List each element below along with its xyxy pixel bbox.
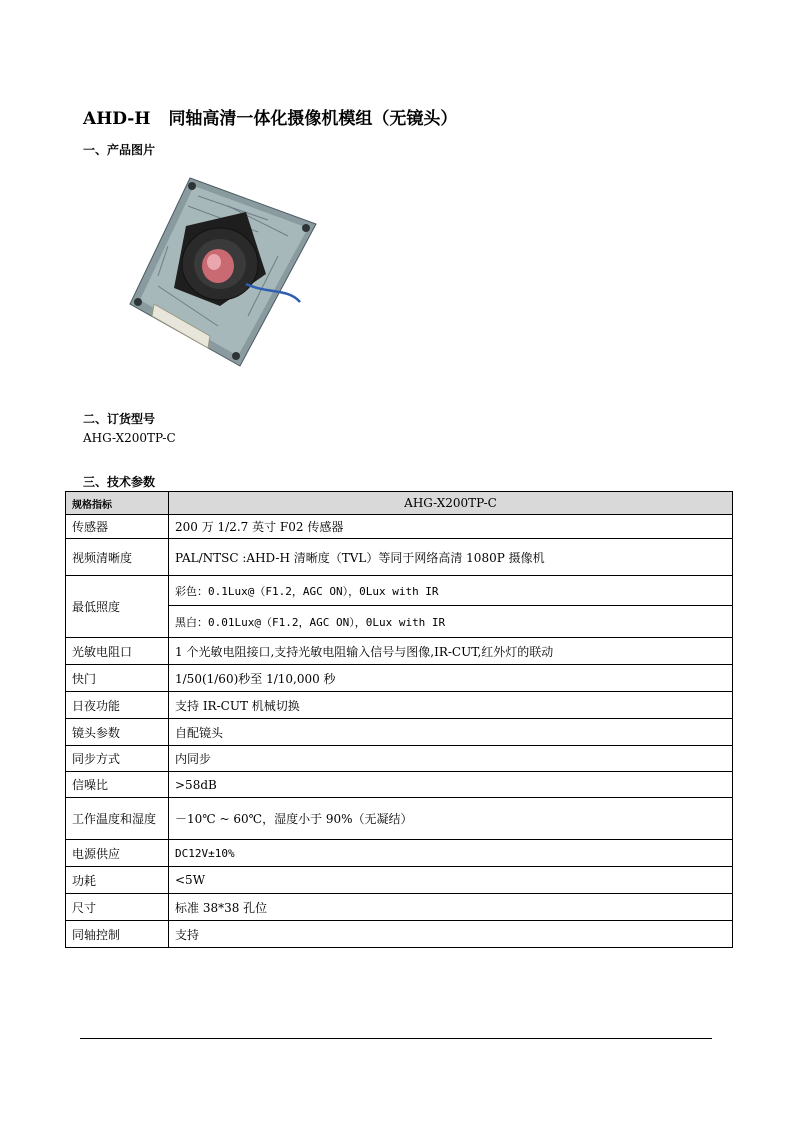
table-row — [66, 746, 733, 772]
table-row — [66, 638, 733, 665]
row-value: 支持 IR-CUT 机械切换 — [169, 692, 733, 719]
header-value: AHG-X200TP-C — [169, 492, 733, 515]
title-model: AHD-H — [83, 109, 151, 129]
row-key: 传感器 — [66, 515, 169, 539]
row-key: 信噪比 — [66, 772, 169, 798]
row-value: 标准 38*38 孔位 — [169, 894, 733, 921]
row-key: 同轴控制 — [66, 921, 169, 948]
row-key: 快门 — [66, 665, 169, 692]
row-value: DC12V±10% — [169, 840, 733, 867]
camera-module-photo — [128, 176, 318, 368]
table-row — [66, 692, 733, 719]
table-row — [66, 719, 733, 746]
row-value-secondary: 黑白：0.01Lux@（F1.2，AGC ON），0Lux with IR — [169, 606, 733, 638]
table-row — [66, 840, 733, 867]
header-key: 规格指标 — [66, 492, 169, 515]
row-value: 彩色：0.1Lux@（F1.2，AGC ON），0Lux with IR — [169, 576, 733, 606]
row-key: 工作温度和湿度 — [66, 798, 169, 840]
section-product-image-heading: 一、产品图片 — [83, 143, 156, 157]
table-row — [66, 515, 733, 539]
table-row — [66, 539, 733, 576]
row-value: 1/50(1/60)秒至 1/10,000 秒 — [169, 665, 733, 692]
row-key: 镜头参数 — [66, 719, 169, 746]
row-key: 尺寸 — [66, 894, 169, 921]
spec-table-header — [66, 492, 733, 515]
row-value: PAL/NTSC :AHD-H 清晰度（TVL）等同于网络高清 1080P 摄像机 — [169, 539, 733, 576]
row-key: 功耗 — [66, 867, 169, 894]
table-row — [66, 772, 733, 798]
spec-table — [65, 491, 733, 948]
order-model-number: AHG-X200TP-C — [83, 431, 176, 445]
row-key: 最低照度 — [66, 576, 169, 638]
row-key: 光敏电阻口 — [66, 638, 169, 665]
table-row — [66, 921, 733, 948]
document-title — [83, 104, 457, 129]
table-row — [66, 867, 733, 894]
row-value: 200 万 1/2.7 英寸 F02 传感器 — [169, 515, 733, 539]
row-value: >58dB — [169, 772, 733, 798]
title-text: 同轴高清一体化摄像机模组（无镜头） — [168, 109, 458, 129]
row-value: 内同步 — [169, 746, 733, 772]
row-value: －10℃ ~ 60℃，湿度小于 90%（无凝结） — [169, 798, 733, 840]
row-key: 电源供应 — [66, 840, 169, 867]
table-row — [66, 798, 733, 840]
row-value: 1 个光敏电阻接口,支持光敏电阻输入信号与图像,IR-CUT,红外灯的联动 — [169, 638, 733, 665]
table-row — [66, 576, 733, 606]
row-key: 视频清晰度 — [66, 539, 169, 576]
row-value: 支持 — [169, 921, 733, 948]
table-row — [66, 894, 733, 921]
row-key: 同步方式 — [66, 746, 169, 772]
footer-divider — [80, 1038, 712, 1039]
row-key: 日夜功能 — [66, 692, 169, 719]
row-value: <5W — [169, 867, 733, 894]
table-row — [66, 665, 733, 692]
section-order-model-heading: 二、订货型号 — [83, 412, 156, 426]
section-tech-params-heading: 三、技术参数 — [83, 475, 156, 489]
row-value: 自配镜头 — [169, 719, 733, 746]
